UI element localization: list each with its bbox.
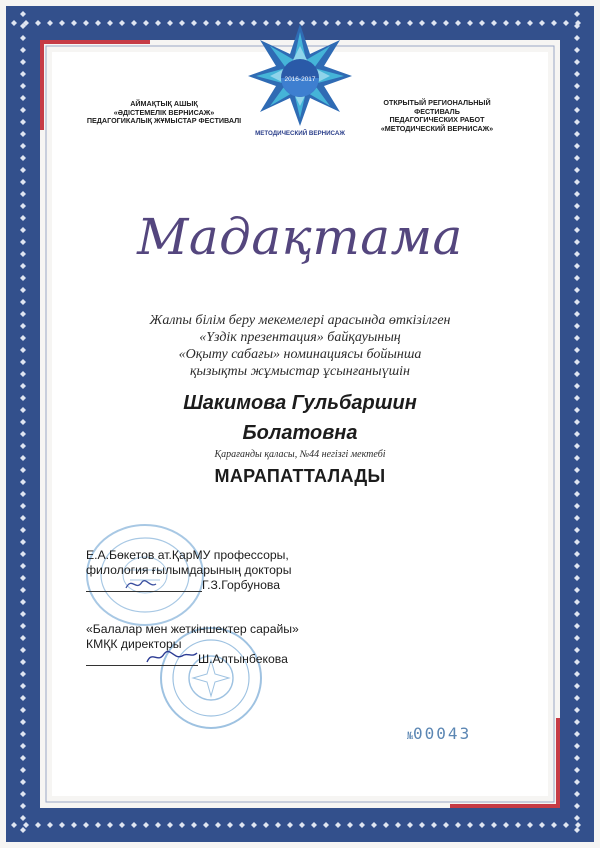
- reason-line: қызықты жұмыстар ұсынғаныүшін: [190, 364, 410, 379]
- reason-line: Жалпы білім беру мекемелері арасында өткізілген: [149, 313, 451, 328]
- serial-value: 00043: [413, 724, 472, 743]
- header-left-line: «ӘДІСТЕМЕЛІК ВЕРНИСАЖ»: [113, 107, 215, 117]
- serial-prefix: №: [407, 731, 414, 742]
- header-right-line: ФЕСТИВАЛЬ: [414, 106, 460, 116]
- reason-line: «Оқыту сабағы» номинациясы бойынша: [178, 347, 422, 362]
- header-left-line: АЙМАҚТЫҚ АШЫҚ: [130, 99, 198, 108]
- certificate-title: Мадақтама: [137, 208, 463, 266]
- signatory-name: Ш.Алтынбекова: [198, 652, 288, 666]
- signature-block-1: [86, 548, 291, 594]
- header-right-ru: [362, 99, 512, 133]
- signature-title-line: филология ғылымдарының докторы: [86, 563, 292, 577]
- award-word: МАРАПАТТАЛАДЫ: [214, 466, 386, 486]
- recipient-school: Қарағанды қаласы, №44 негізгі мектебі: [214, 449, 386, 460]
- reason-line: «Үздік презентация» байқауының: [199, 330, 401, 345]
- signature-title-line: Е.А.Бөкетов ат.ҚарМУ профессоры,: [86, 548, 289, 562]
- signature-block-2: [86, 622, 299, 668]
- signature-title-line: КМҚК директоры: [86, 637, 182, 651]
- serial-number: [407, 724, 471, 743]
- recipient-name-line2: Болатовна: [242, 422, 358, 444]
- header-right-line: «МЕТОДИЧЕСКИЙ ВЕРНИСАЖ»: [380, 123, 494, 133]
- handwritten-signature: [122, 574, 162, 594]
- header-left-kz: [84, 100, 244, 126]
- signature-title-line: «Балалар мен жеткіншектер сарайы»: [86, 622, 299, 636]
- signature-row: [86, 578, 291, 594]
- header-left-line: ПЕДАГОГИКАЛЫҚ ЖҰМЫСТАР ФЕСТИВАЛІ: [86, 116, 242, 126]
- logo-caption: МЕТОДИЧЕСКИЙ ВЕРНИСАЖ: [255, 130, 345, 137]
- handwritten-signature: [144, 644, 200, 668]
- signature-row: [86, 652, 299, 668]
- header-right-line: ПЕДАГОГИЧЕСКИХ РАБОТ: [389, 115, 485, 125]
- header-right-line: ОТКРЫТЫЙ РЕГИОНАЛЬНЫЙ: [383, 98, 491, 107]
- signatory-name: Г.З.Горбунова: [202, 578, 281, 592]
- logo-year: 2016-2017: [284, 76, 316, 83]
- festival-logo: [234, 18, 366, 130]
- recipient-name-line1: Шакимова Гульбаршин: [183, 392, 417, 414]
- award-reason: [90, 312, 510, 380]
